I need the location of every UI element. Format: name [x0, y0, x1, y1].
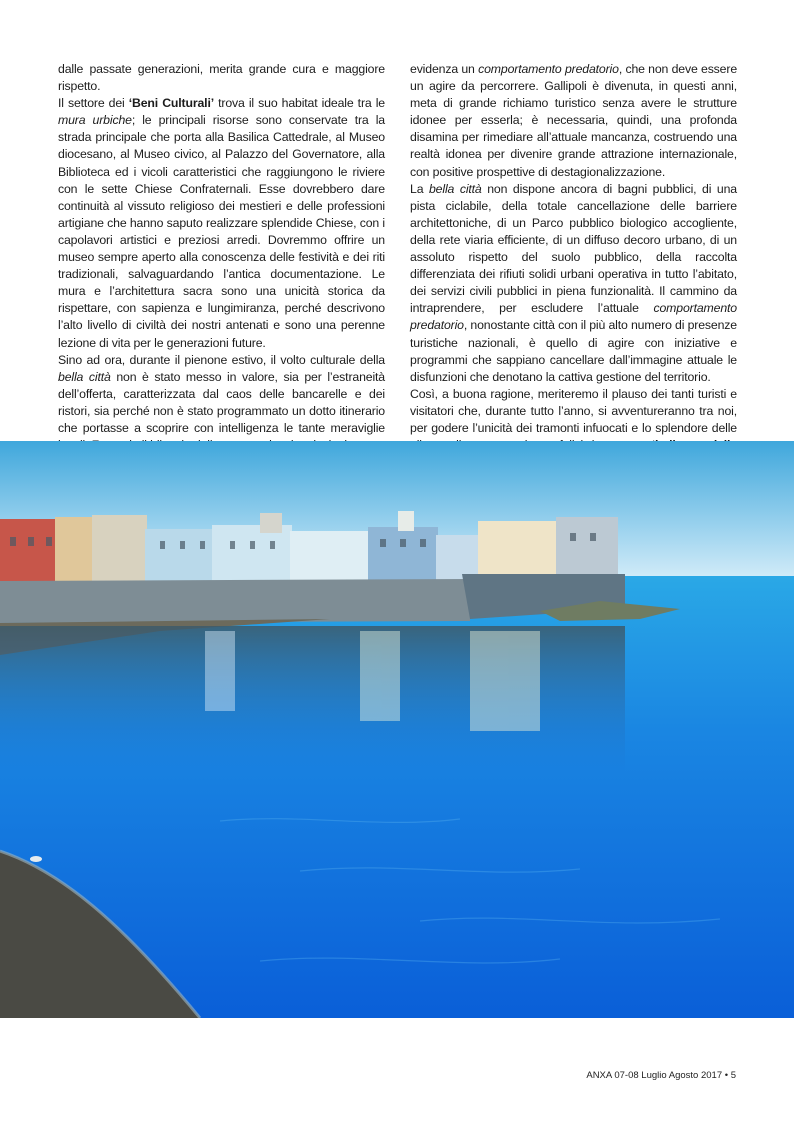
paragraph: dalle passate generazioni, merita grande cura e maggiore rispetto.: [58, 62, 385, 94]
seafront-illustration: [0, 441, 794, 1018]
paragraph: evidenza un comportamento predatorio, che non deve essere un agire da percorrere. Gallipoli è divenuta, in questi anni, meta di grande richiamo turistico senza avere le strutture idonee per esserla; è necessaria, quindi, una profonda disamina per rimediare all’attuale mancanza, costruendo una realtà idonea per divenire grande attrazione internazionale, con positive prospettive di destagionalizzazione.: [410, 62, 738, 179]
paragraph: Il settore dei ‘Beni Culturali’ trova il suo habitat ideale tra le mura urbiche; le principali risorse sono conservate tra la strada principale che porta alla Basilica Cattedrale, al Museo diocesano, al Museo civico, al Palazzo del Governatore, alla Biblioteca ed i vicoli caratteristici che raggiungono le riviere con le sette Chiese Confraternali. Esse dovrebbero dare continuità al vissuto religioso dei mestieri e delle professioni artigiane che hanno saputo realizzare splendide Chiese, con i capolavori artistici e preziosi arredi. Dovremmo offrire un museo sempre aperto alla conoscenza delle festività e dei riti tradizionali, salvaguardando l’antica documentazione. Le mura e l’architettura sacra sono una unicità storica da rispettare, con sapienza e lungimiranza, perché descrivono l’alto livello di civiltà dei nostri antenati e sono una perenne lezione di vita per le generazioni future.: [58, 96, 385, 350]
italic-term: mura urbiche: [58, 113, 132, 128]
gull: [30, 856, 42, 862]
italic-term: bella città: [58, 369, 111, 384]
paragraph: Sino ad ora, durante il pienone estivo, il volto culturale della bella città non è stato messo in valore, sia per l’estraneità dell’offerta, caratterizzata dal caos delle bancarelle e dei ristori, sia perché non è stato programmato un dotto itinerario che portasse a scoprire con intelligenza le tante meraviglie: [58, 352, 385, 435]
italic-term: comportamento predatorio: [478, 62, 619, 76]
seafront-photo: [0, 441, 794, 1018]
city-wall: [0, 579, 470, 623]
page-footer: [586, 1070, 736, 1081]
article-right-column: [410, 61, 737, 471]
footer-text: ANXA 07-08 Luglio Agosto 2017 • 5: [586, 1070, 736, 1081]
italic-term: comportamento predatorio: [410, 301, 737, 333]
paragraph: La bella città non dispone ancora di bagni pubblici, di una pista ciclabile, della totale cancellazione delle barriere architettoniche, di un Parco pubblico biologico accogliente, della rete viaria efficiente, di un diffuso decoro urbano, di un assoluto rispetto del suolo pubblico, della raccolta differenziata dei rifiuti solidi urbani operativa in tutto l’abitato, dei servizi civili pubblici in piena funzionalità. Il cammino da intraprendere, per escludere l’attuale comportamento predatorio, nonostante città con il più alto numero di presenze turistiche nazionali, è quello di agire con iniziative e programmi che sappiano cancellare dall’immagine attuale le disfunzioni che denotano la cattiva gestione del territorio.: [410, 181, 737, 384]
italic-term: bella città: [428, 181, 482, 196]
bold-term: ‘Beni Culturali’: [128, 96, 214, 111]
paragraph: Così, a buona ragione, meriteremo il plauso dei tanti turisti e visitatori che, durante tutto l’anno, si avventureranno tra noi, per godere l’unicità dei tramonti infuocati e lo splendore delle: [410, 386, 737, 471]
article-left-column: [58, 61, 385, 454]
